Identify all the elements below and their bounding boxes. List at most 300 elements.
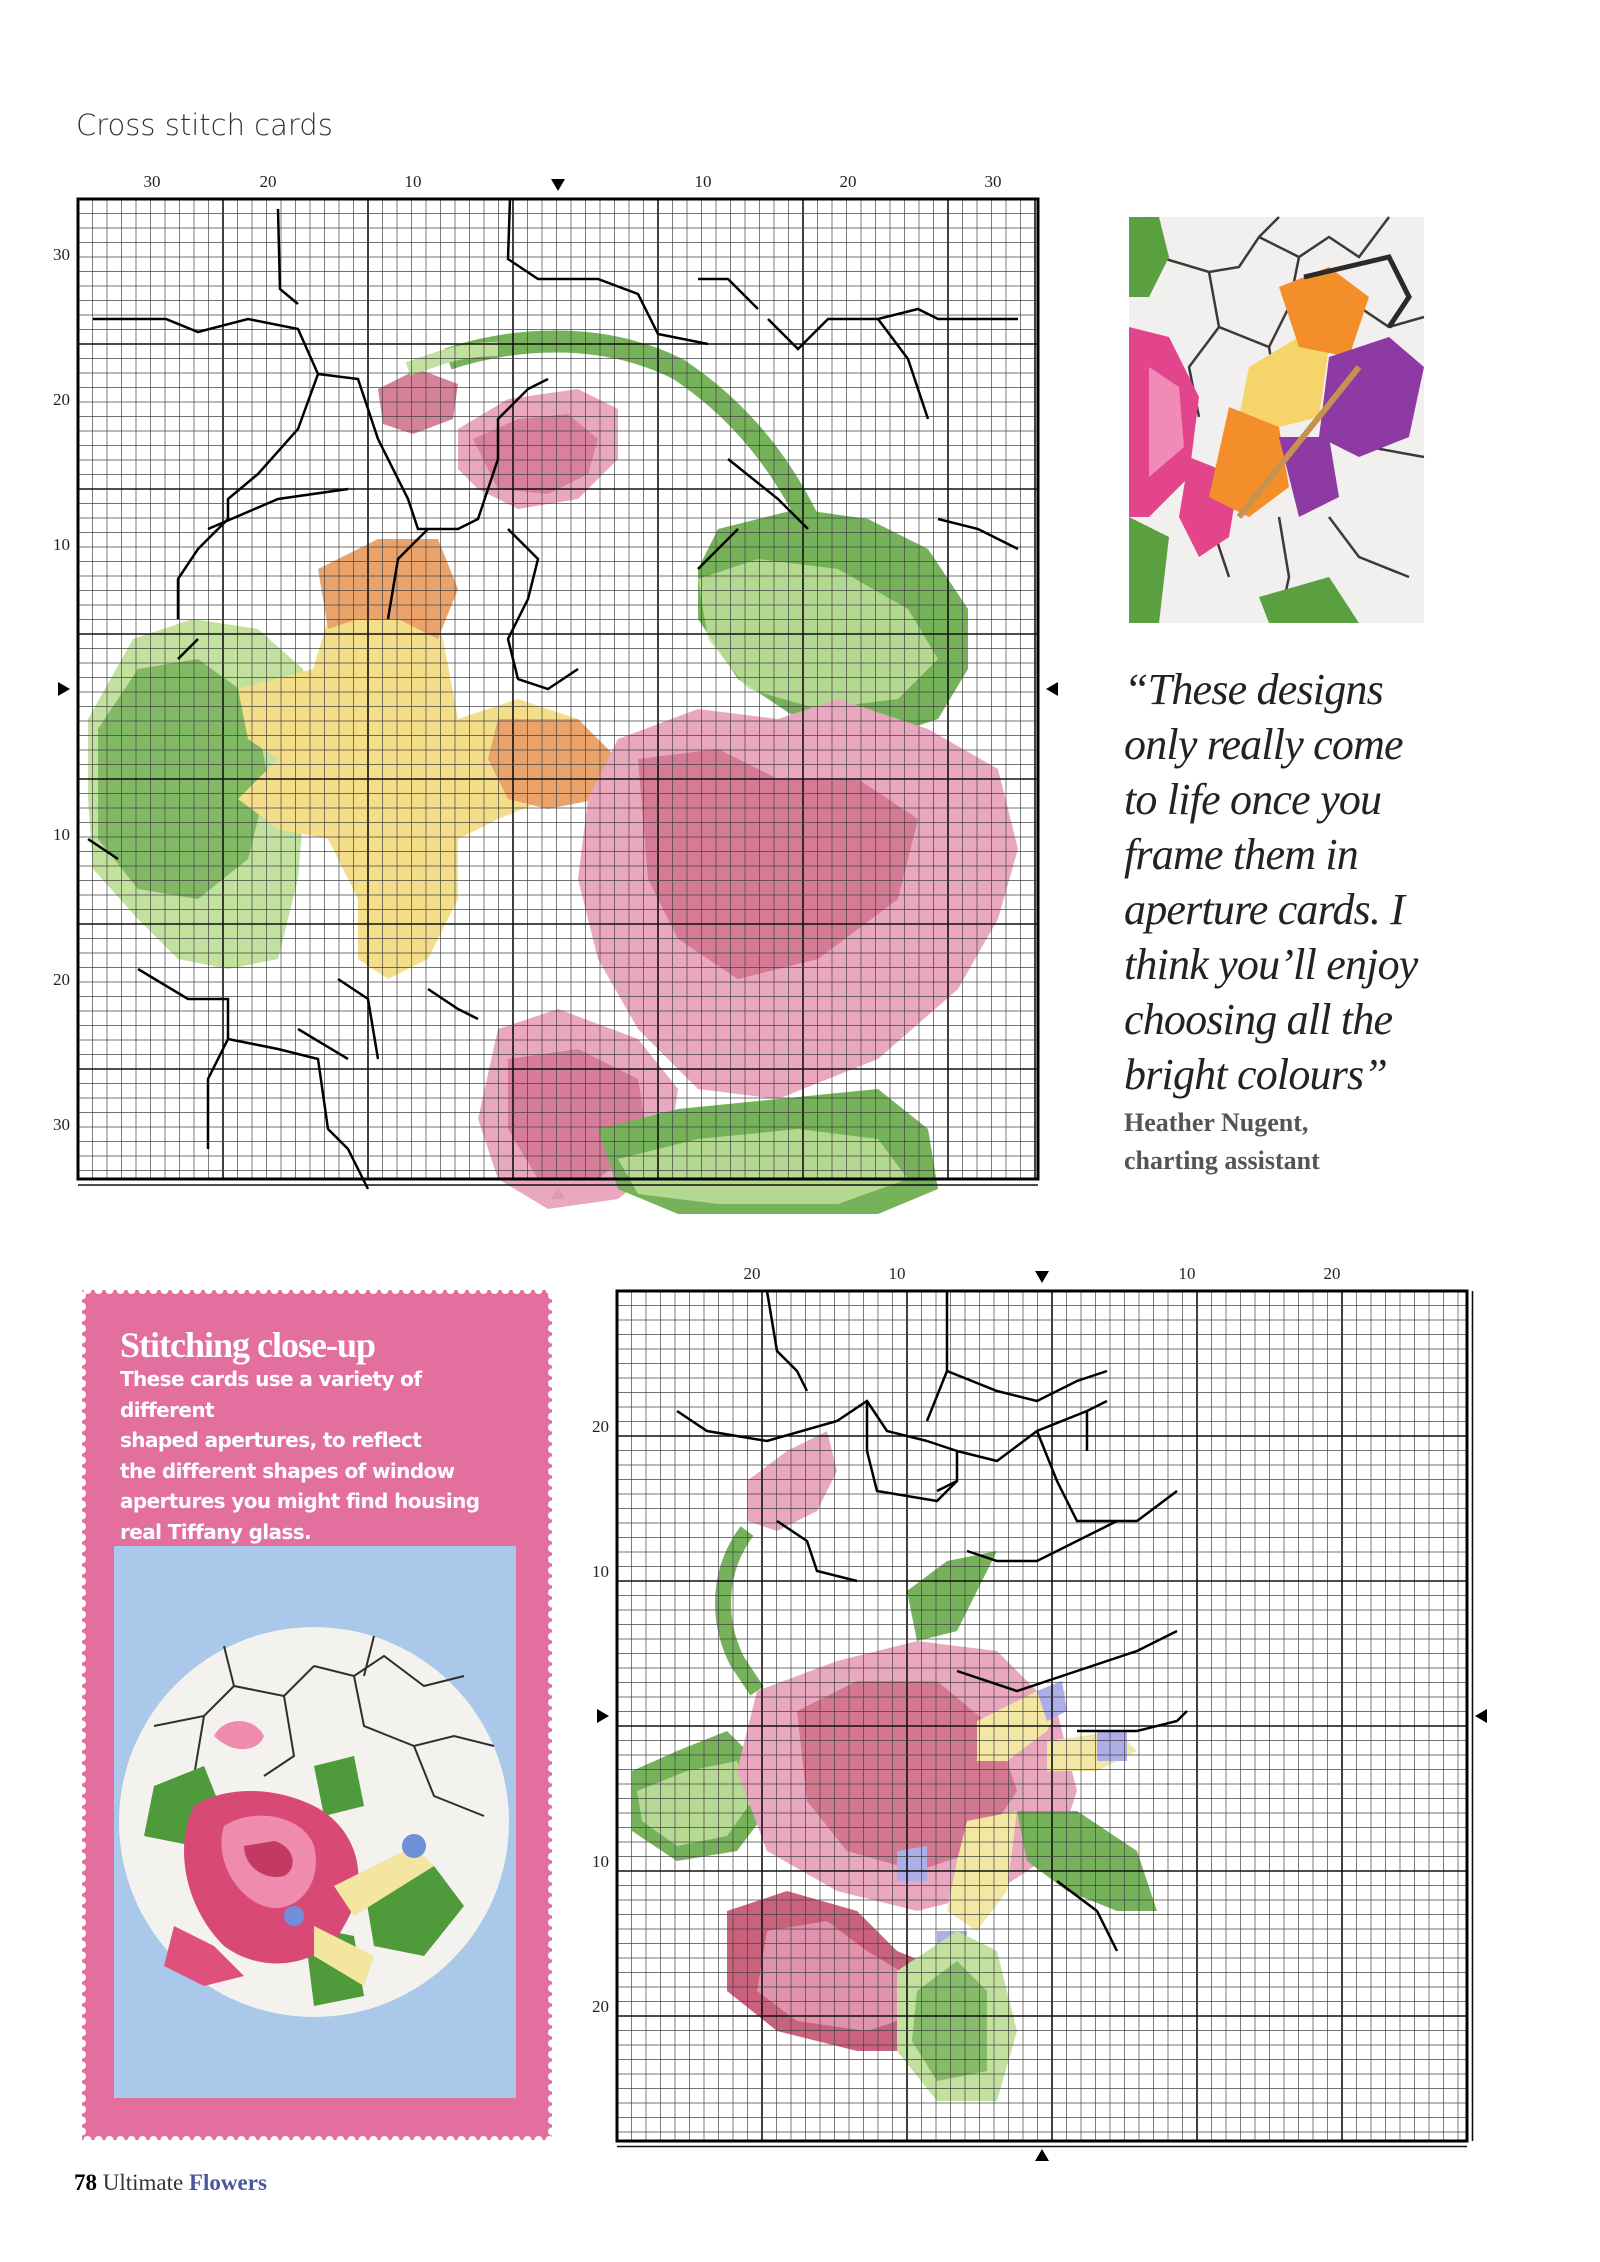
scallop — [78, 1820, 86, 1828]
scallop — [548, 2117, 556, 2125]
scallop — [78, 1336, 86, 1344]
scallop — [548, 1534, 556, 1542]
axis-left-label: 10 — [53, 535, 70, 554]
scallop — [249, 2136, 257, 2144]
scallop — [425, 1286, 433, 1294]
scallop — [480, 1286, 488, 1294]
scallop — [78, 1710, 86, 1718]
scallop — [548, 1369, 556, 1377]
scallop — [548, 1600, 556, 1608]
scallop — [548, 2018, 556, 2026]
scallop — [548, 1941, 556, 1949]
scallop — [548, 1952, 556, 1960]
scallop — [78, 1611, 86, 1619]
scallop — [216, 2136, 224, 2144]
scallop — [447, 2136, 455, 2144]
scallop — [78, 1402, 86, 1410]
quote-line: “These designs — [1124, 665, 1383, 714]
scallop — [548, 1325, 556, 1333]
center-marker-right — [1046, 682, 1058, 696]
scallop — [78, 1545, 86, 1553]
scallop — [381, 1286, 389, 1294]
scallop — [513, 2136, 521, 2144]
scallop — [78, 1358, 86, 1366]
scallop — [227, 1286, 235, 1294]
scallop — [78, 1864, 86, 1872]
scallop — [249, 1286, 257, 1294]
scallop — [548, 1380, 556, 1388]
scallop — [78, 1952, 86, 1960]
scallop — [161, 2136, 169, 2144]
scallop — [95, 1286, 103, 1294]
scallop — [548, 1677, 556, 1685]
scallop — [78, 2040, 86, 2048]
scallop — [548, 1501, 556, 1509]
scallop — [78, 1721, 86, 1729]
scallop — [78, 1930, 86, 1938]
scallop — [548, 2084, 556, 2092]
scallop — [78, 1842, 86, 1850]
center-marker-top — [551, 179, 565, 191]
scallop — [548, 1578, 556, 1586]
axis-left-label: 20 — [592, 1417, 609, 1436]
scallop — [78, 1303, 86, 1311]
scallop — [117, 1286, 125, 1294]
scallop — [78, 1435, 86, 1443]
scallop — [78, 1314, 86, 1322]
scallop — [548, 1336, 556, 1344]
scallop — [78, 1380, 86, 1388]
scallop — [78, 1699, 86, 1707]
scallop — [326, 2136, 334, 2144]
cross-stitch-chart-bottom — [592, 1255, 1497, 2151]
scallop — [78, 1501, 86, 1509]
scallop — [304, 2136, 312, 2144]
scallop — [78, 1644, 86, 1652]
scallop — [491, 1286, 499, 1294]
scallop — [548, 1721, 556, 1729]
scallop — [78, 2062, 86, 2070]
scallop — [458, 1286, 466, 1294]
scallop — [548, 1875, 556, 1883]
scallop — [548, 1523, 556, 1531]
scallop — [548, 1358, 556, 1366]
scallop — [548, 1930, 556, 1938]
scallop — [548, 1732, 556, 1740]
scallop — [548, 1710, 556, 1718]
scallop — [128, 1286, 136, 1294]
scallop — [548, 1754, 556, 1762]
axis-left-label: 10 — [53, 825, 70, 844]
scallop — [117, 2136, 125, 2144]
dragonfly-tip-3 — [897, 1846, 927, 1881]
scallop — [348, 2136, 356, 2144]
scallop — [548, 1919, 556, 1927]
scallop — [183, 2136, 191, 2144]
scallop — [150, 2136, 158, 2144]
scallop — [548, 2040, 556, 2048]
scallop — [548, 1413, 556, 1421]
scallop — [359, 2136, 367, 2144]
scallop — [491, 2136, 499, 2144]
scallop — [502, 1286, 510, 1294]
center-marker-right — [1475, 1709, 1487, 1723]
scallop — [548, 1347, 556, 1355]
scallop — [106, 1286, 114, 1294]
scallop — [548, 1479, 556, 1487]
scallop — [535, 2136, 543, 2144]
axis-left-label: 30 — [53, 1115, 70, 1134]
scallop — [548, 1512, 556, 1520]
scallop — [238, 2136, 246, 2144]
bud-small — [378, 369, 458, 434]
scallop — [128, 2136, 136, 2144]
scallop — [78, 1292, 86, 1300]
scallop — [78, 1798, 86, 1806]
bud — [747, 1431, 837, 1531]
axis-left-label: 20 — [53, 970, 70, 989]
scallop — [139, 1286, 147, 1294]
scallop — [78, 2084, 86, 2092]
scallop — [548, 1996, 556, 2004]
scallop — [315, 2136, 323, 2144]
scallop — [548, 1743, 556, 1751]
scallop — [546, 2136, 554, 2144]
axis-top-label: 20 — [839, 172, 857, 191]
scallop — [172, 2136, 180, 2144]
axis-left-label: 20 — [53, 390, 70, 409]
magazine-prefix: Ultimate — [102, 2170, 184, 2195]
scallop — [78, 1787, 86, 1795]
center-marker-left — [58, 682, 70, 696]
scallop — [548, 1765, 556, 1773]
scallop — [548, 1787, 556, 1795]
scallop — [548, 2051, 556, 2059]
scallop — [78, 1369, 86, 1377]
closeup-line: apertures you might find housing — [120, 1489, 480, 1513]
scallop — [216, 1286, 224, 1294]
page-footer — [74, 2170, 267, 2196]
axis-left-label: 10 — [592, 1562, 609, 1581]
stem-bottom — [723, 1531, 757, 1691]
scallop — [78, 1578, 86, 1586]
axis-top-label: 10 — [1178, 1264, 1196, 1283]
scallop — [78, 1457, 86, 1465]
axis-top-label: 30 — [143, 172, 161, 191]
scallop — [260, 2136, 268, 2144]
scallop — [78, 1754, 86, 1762]
scallop — [548, 1908, 556, 1916]
axis-left-label: 20 — [592, 1997, 609, 2016]
scallop — [548, 1622, 556, 1630]
scallop — [359, 1286, 367, 1294]
scallop — [78, 1809, 86, 1817]
scallop — [548, 1798, 556, 1806]
scallop — [548, 1567, 556, 1575]
scallop — [78, 1325, 86, 1333]
axis-top-label: 20 — [743, 1264, 761, 1283]
scallop — [548, 1391, 556, 1399]
scallop — [78, 1633, 86, 1641]
scallop — [183, 1286, 191, 1294]
chart-bottom-motif — [632, 1431, 1157, 2101]
dragonfly-tip-2 — [1097, 1731, 1127, 1761]
quote-attribution — [1124, 1104, 1454, 1180]
scallop — [548, 2106, 556, 2114]
quote-line: think you’ll enjoy — [1124, 940, 1418, 989]
scallop — [548, 2095, 556, 2103]
scallop — [78, 1490, 86, 1498]
scallop — [78, 2073, 86, 2081]
scallop — [78, 1424, 86, 1432]
scallop — [548, 1655, 556, 1663]
scallop — [548, 1809, 556, 1817]
scallop — [436, 2136, 444, 2144]
scallop — [78, 1347, 86, 1355]
scallop — [78, 1391, 86, 1399]
scallop — [548, 1985, 556, 1993]
scallop — [194, 1286, 202, 1294]
scallop — [548, 1633, 556, 1641]
scallop — [548, 1820, 556, 1828]
scallop — [403, 2136, 411, 2144]
scallop — [78, 2128, 86, 2136]
scallop — [282, 2136, 290, 2144]
scallop — [205, 1286, 213, 1294]
section-title: Cross stitch cards — [76, 108, 333, 142]
scallop — [293, 1286, 301, 1294]
scallop — [513, 1286, 521, 1294]
quote-line: choosing all the — [1124, 995, 1393, 1044]
scallop — [78, 1985, 86, 1993]
scallop — [548, 1556, 556, 1564]
scallop — [205, 2136, 213, 2144]
scallop — [78, 1688, 86, 1696]
scallop — [548, 1545, 556, 1553]
scallop — [78, 1875, 86, 1883]
scallop — [548, 1424, 556, 1432]
scallop — [78, 1479, 86, 1487]
scallop — [78, 1677, 86, 1685]
center-marker-left — [597, 1709, 609, 1723]
scallop — [78, 1853, 86, 1861]
scallop — [392, 1286, 400, 1294]
scallop — [227, 2136, 235, 2144]
center-marker-top — [1035, 1271, 1049, 1283]
scallop — [315, 1286, 323, 1294]
scallop — [78, 1776, 86, 1784]
scallop — [78, 2095, 86, 2103]
scallop — [78, 1655, 86, 1663]
scallop — [348, 1286, 356, 1294]
scallop — [78, 1743, 86, 1751]
scallop — [78, 2018, 86, 2026]
scallop — [78, 1600, 86, 1608]
scallop — [194, 2136, 202, 2144]
scallop — [78, 1732, 86, 1740]
axis-top-label: 10 — [888, 1264, 906, 1283]
quote-line: only really come — [1124, 720, 1403, 769]
scallop — [78, 1413, 86, 1421]
attribution-name: Heather Nugent, — [1124, 1108, 1309, 1137]
scallop — [282, 1286, 290, 1294]
scallop — [271, 1286, 279, 1294]
scallop — [78, 2106, 86, 2114]
rose-card-photo — [114, 1546, 516, 2098]
scallop — [238, 1286, 246, 1294]
scallop — [370, 2136, 378, 2144]
scallop — [548, 1468, 556, 1476]
scallop — [548, 2128, 556, 2136]
scallop — [381, 2136, 389, 2144]
scallop — [78, 1666, 86, 1674]
closeup-text — [120, 1364, 520, 1547]
scallop — [548, 1886, 556, 1894]
axis-top-label: 10 — [404, 172, 422, 191]
quote-line: frame them in — [1124, 830, 1359, 879]
scallop — [414, 2136, 422, 2144]
scallop — [548, 1402, 556, 1410]
scallop — [548, 2062, 556, 2070]
scallop — [326, 1286, 334, 1294]
scallop — [150, 1286, 158, 1294]
scallop — [535, 1286, 543, 1294]
scallop — [548, 1457, 556, 1465]
scallop — [469, 1286, 477, 1294]
scallop — [78, 1446, 86, 1454]
closeup-line: These cards use a variety of different — [120, 1367, 422, 1422]
scallop — [524, 1286, 532, 1294]
scallop — [78, 2007, 86, 2015]
scallop — [548, 1699, 556, 1707]
scallop — [78, 1963, 86, 1971]
scallop — [337, 2136, 345, 2144]
magazine-accent: Flowers — [188, 2170, 267, 2195]
scallop — [548, 2029, 556, 2037]
scallop — [502, 2136, 510, 2144]
scallop — [78, 1468, 86, 1476]
scallop — [78, 1919, 86, 1927]
scallop — [548, 1611, 556, 1619]
scallop — [84, 2136, 92, 2144]
scallop — [78, 1523, 86, 1531]
scallop — [436, 1286, 444, 1294]
page-number: 78 — [74, 2170, 97, 2195]
scallop — [548, 1589, 556, 1597]
axis-top-label: 20 — [259, 172, 277, 191]
scallop — [78, 1886, 86, 1894]
scallop — [78, 1622, 86, 1630]
closeup-title: Stitching close-up — [120, 1325, 376, 1365]
scallop — [161, 1286, 169, 1294]
scallop — [78, 1589, 86, 1597]
scallop — [548, 1831, 556, 1839]
scallop — [480, 2136, 488, 2144]
scallop — [548, 1490, 556, 1498]
axis-left-label: 10 — [592, 1852, 609, 1871]
scallop — [78, 2029, 86, 2037]
scallop — [78, 2051, 86, 2059]
scallop — [304, 1286, 312, 1294]
scallop — [392, 2136, 400, 2144]
scallop — [548, 1864, 556, 1872]
closeup-line: real Tiffany glass. — [120, 1519, 312, 1544]
center-marker-bottom — [1035, 2149, 1049, 2161]
scallop — [548, 1644, 556, 1652]
scallop — [425, 2136, 433, 2144]
scallop — [548, 1963, 556, 1971]
scallop — [271, 2136, 279, 2144]
scallop — [78, 1512, 86, 1520]
scallop — [548, 1446, 556, 1454]
scallop — [293, 2136, 301, 2144]
scallop — [95, 2136, 103, 2144]
scallop — [548, 1292, 556, 1300]
quote-line: bright colours” — [1124, 1050, 1388, 1099]
scallop — [139, 2136, 147, 2144]
leaf-top-right — [907, 1551, 997, 1641]
quote-line: to life once you — [1124, 775, 1382, 824]
closeup-line: the different shapes of window — [120, 1458, 455, 1483]
scallop — [414, 1286, 422, 1294]
scallop — [548, 1688, 556, 1696]
chart-top-motif — [88, 342, 1018, 1215]
attribution-role: charting assistant — [1124, 1146, 1320, 1175]
scallop — [78, 1941, 86, 1949]
scallop — [260, 1286, 268, 1294]
scallop — [78, 1534, 86, 1542]
pull-quote — [1124, 662, 1454, 1102]
scallop — [458, 2136, 466, 2144]
scallop — [548, 2073, 556, 2081]
scallop — [548, 1776, 556, 1784]
scallop — [548, 1897, 556, 1905]
butterfly-stitch-photo — [1129, 217, 1424, 623]
scallop — [78, 1996, 86, 2004]
stitching-closeup-panel — [82, 1290, 552, 2140]
scallop — [548, 1974, 556, 1982]
scallop — [172, 1286, 180, 1294]
scallop — [78, 1908, 86, 1916]
scallop — [337, 1286, 345, 1294]
scallop — [78, 1765, 86, 1773]
scallop — [548, 1666, 556, 1674]
scallop — [548, 1314, 556, 1322]
scallop — [78, 1567, 86, 1575]
scallop — [106, 2136, 114, 2144]
scallop — [403, 1286, 411, 1294]
scallop — [548, 1303, 556, 1311]
scallop — [548, 1435, 556, 1443]
closeup-line: shaped apertures, to reflect — [120, 1428, 422, 1452]
scallop — [370, 1286, 378, 1294]
scallop — [469, 2136, 477, 2144]
scallop — [78, 1556, 86, 1564]
axis-left-label: 30 — [53, 245, 70, 264]
scallop — [447, 1286, 455, 1294]
axis-top-label: 20 — [1323, 1264, 1341, 1283]
axis-top-label: 10 — [694, 172, 712, 191]
scallop — [78, 2117, 86, 2125]
quote-line: aperture cards. I — [1124, 885, 1405, 934]
scallop — [78, 1831, 86, 1839]
leaf-right-bottom — [1017, 1811, 1157, 1911]
scallop — [548, 2007, 556, 2015]
scallop — [524, 2136, 532, 2144]
scallop — [78, 1974, 86, 1982]
cross-stitch-chart-top — [53, 170, 1057, 1205]
axis-top-label: 30 — [984, 172, 1002, 191]
